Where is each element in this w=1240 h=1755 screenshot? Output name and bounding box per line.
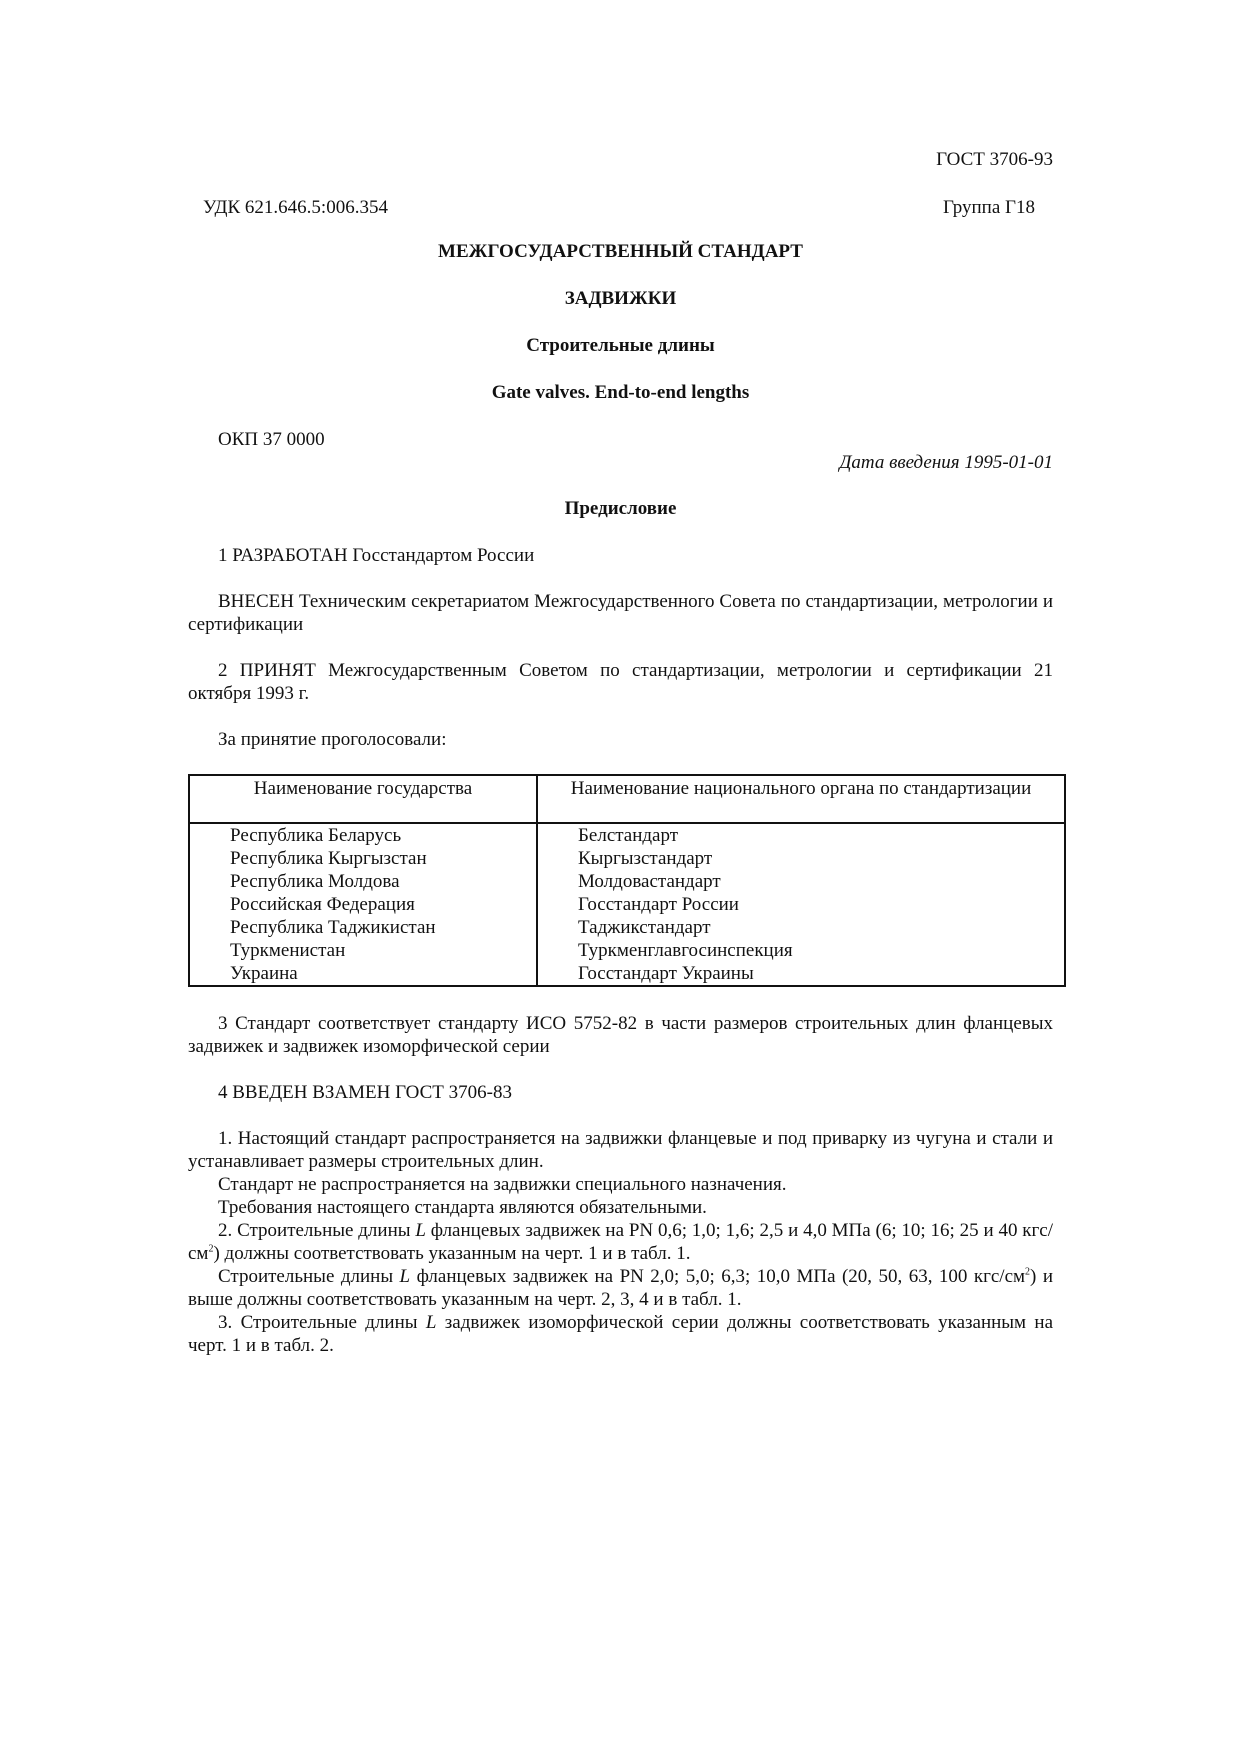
table-row [189,823,1065,847]
replaces-standard: 4 ВВЕДЕН ВЗАМЕН ГОСТ 3706-83 [218,1082,512,1103]
state-name: Российская Федерация [189,893,537,916]
standard-type-title: МЕЖГОСУДАРСТВЕННЫЙ СТАНДАРТ [438,241,803,262]
standards-body: Молдовастандарт [537,870,1065,893]
clause-3-text-b: задвижек изоморфической серии должны соответствовать указанным на черт. 1 и в табл. 2. [188,1312,1053,1356]
clause-2-text-b: фланцевых задвижек на PN 0,6; 1,0; 1,6; 2,5 и 4,0 МПа (6; 10; 16; 25 и 40 кгс/см [188,1220,1053,1264]
table-row [189,893,1065,916]
document-subtitle: Строительные длины [526,335,715,356]
clause-2-text-a: 2. Строительные длины [218,1220,416,1241]
okp-code: ОКП 37 0000 [218,429,325,450]
clause-1-mandatory: Требования настоящего стандарта являются обязательными. [218,1197,707,1218]
standards-body: Кыргызстандарт [537,847,1065,870]
table-header-state: Наименование государства [189,775,537,823]
clause-3 [188,1311,1053,1357]
group-code: Группа Г18 [942,197,1035,218]
clause-2-variable: L [415,1220,426,1241]
clause-2b-text-b: фланцевых задвижек на PN 2,0; 5,0; 6,3; 10,0 МПа (20, 50, 63, 100 кгс/см [410,1266,1026,1287]
standards-body: Госстандарт Украины [537,962,1065,986]
table-row [189,939,1065,962]
foreword-heading: Предисловие [564,498,677,519]
document-title: ЗАДВИЖКИ [564,288,677,309]
standards-body: Белстандарт [537,823,1065,847]
state-name: Республика Кыргызстан [189,847,537,870]
clause-2b-variable: L [399,1266,411,1287]
clause-2-text-c: ) должны соответствовать указанным на черт. 1 и в табл. 1. [213,1243,691,1264]
clause-2-high-pressure [188,1265,1053,1311]
table-row [189,847,1065,870]
doc-code: ГОСТ 3706-93 [936,149,1053,170]
standards-body: Туркменглавгосинспекция [537,939,1065,962]
iso-correspondence: 3 Стандарт соответствует стандарту ИСО 5752-82 в части размеров строительных длин фланцевых задвижек и задвижек изоморфической серии [188,1013,1053,1057]
foreword-developed: 1 РАЗРАБОТАН Госстандартом России [218,545,535,566]
state-name: Республика Таджикистан [189,916,537,939]
table-row [189,916,1065,939]
foreword-voted: За принятие проголосовали: [218,729,447,750]
clause-2b-superscript: 2 [1025,1266,1031,1278]
foreword-submitted: ВНЕСЕН Техническим секретариатом Межгосударственного Совета по стандартизации, метрологии и сертификации [188,591,1053,635]
table-row [189,962,1065,986]
clause-1: 1. Настоящий стандарт распространяется на задвижки фланцевые и под приварку из чугуна и стали и устанавливает размеры строительных длин. [188,1128,1053,1172]
clause-3-text-a: 3. Строительные длины [218,1312,426,1333]
clause-3-variable: L [425,1312,437,1333]
clause-2-superscript: 2 [208,1243,214,1255]
udk-code: УДК 621.646.5:006.354 [203,197,388,218]
clause-2 [188,1219,1053,1265]
standard-body-text [188,1127,1053,1357]
clause-2b-text-a: Строительные длины [218,1266,400,1287]
voting-table [188,774,1066,987]
standards-body: Таджикстандарт [537,916,1065,939]
introduction-date: Дата введения 1995-01-01 [839,452,1053,473]
state-name: Туркменистан [189,939,537,962]
clause-1-exclusion: Стандарт не распространяется на задвижки специального назначения. [218,1174,787,1195]
table-header-row [189,775,1065,823]
clause-2b-text-c: ) и выше должны соответствовать указанным на черт. 2, 3, 4 и в табл. 1. [188,1266,1053,1310]
table-row [189,870,1065,893]
foreword-adopted: 2 ПРИНЯТ Межгосударственным Советом по стандартизации, метрологии и сертификации 21 октября 1993 г. [188,660,1053,704]
state-name: Республика Молдова [189,870,537,893]
table-header-body: Наименование национального органа по стандартизации [537,775,1065,823]
state-name: Украина [189,962,537,986]
standards-body: Госстандарт России [537,893,1065,916]
english-title: Gate valves. End-to-end lengths [491,382,750,403]
state-name: Республика Беларусь [189,823,537,847]
